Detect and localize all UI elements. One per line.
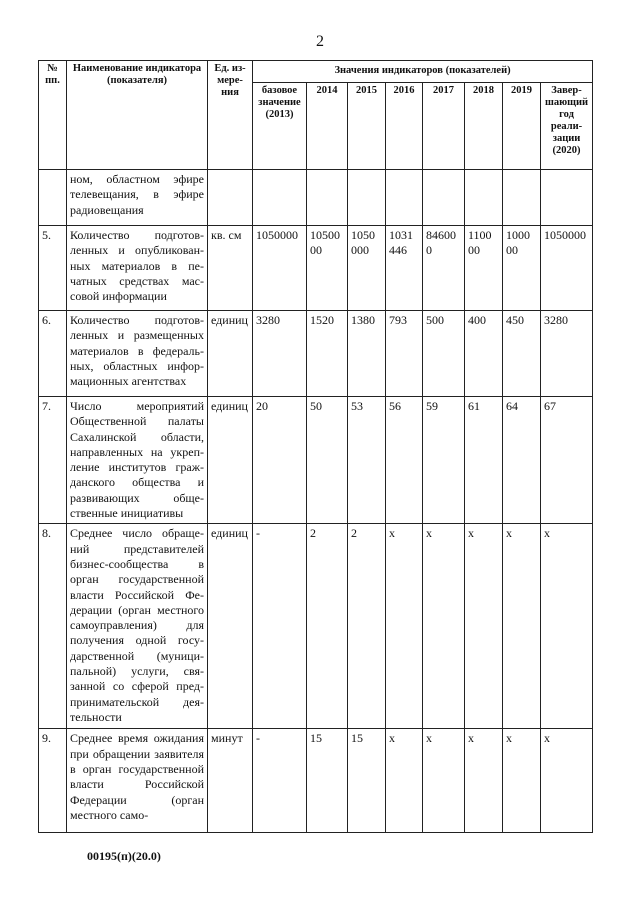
cell-2017: 59 [423,397,465,524]
header-2018: 2018 [465,83,503,170]
cell-2015: 15 [348,729,386,833]
page-number: 2 [316,33,324,50]
header-base: базовое значение (2013) [253,83,307,170]
cell-final: х [541,524,593,729]
header-values: Значения индикаторов (показателей) [253,61,593,83]
cell-2014 [307,170,348,226]
row-unit: минут [208,729,253,833]
header-2016: 2016 [386,83,423,170]
cell-2016: 1031 446 [386,226,423,311]
cell-final [541,170,593,226]
row-name: Число мероприятий Общественной палаты Сахалинской области, направленных на укрепление институтов гражданского общества и развивающих общественные инициативы [67,397,208,524]
table-row [39,729,593,833]
cell-final: х [541,729,593,833]
row-name: Среднее число обращений представителей бизнес-сообщества в орган государственной власти Российской Федерации (орган местного самоуправления) для получения одной государственной (муниципальной) услуги, связанной со сферой предпринимательской деятельности [67,524,208,729]
header-2014: 2014 [307,83,348,170]
cell-2016 [386,170,423,226]
cell-2014: 2 [307,524,348,729]
row-num: 7. [39,397,67,524]
row-unit: единиц [208,524,253,729]
header-row-1 [39,61,593,83]
cell-2015: 53 [348,397,386,524]
cell-2018: 400 [465,311,503,397]
cell-2017: 500 [423,311,465,397]
row-unit: единиц [208,311,253,397]
cell-2014: 1050000 [307,226,348,311]
cell-final: 1050000 [541,226,593,311]
indicators-table [38,60,593,833]
row-name: ном, областном эфире телевещания, в эфире радиовещания [67,170,208,226]
cell-2015: 1050 000 [348,226,386,311]
cell-2016: х [386,524,423,729]
cell-2015: 1380 [348,311,386,397]
row-num: 6. [39,311,67,397]
header-num: № пп. [39,61,67,170]
cell-2016: х [386,729,423,833]
cell-2018: х [465,729,503,833]
cell-final: 3280 [541,311,593,397]
table-row [39,524,593,729]
row-unit: единиц [208,397,253,524]
row-name: Среднее время ожидания при обращении заявителя в орган государственной власти Российской Федерации (орган местного само- [67,729,208,833]
header-unit: Ед. измерения [208,61,253,170]
header-2015: 2015 [348,83,386,170]
header-name: Наименование индикатора (показателя) [67,61,208,170]
header-final: Завершающий год реализации (2020) [541,83,593,170]
row-name: Количество подготовленных и размещенных материалов в федеральных, областных информационных агентствах [67,311,208,397]
cell-2019: х [503,524,541,729]
cell-2019: 1000 00 [503,226,541,311]
header-2019: 2019 [503,83,541,170]
table-row [39,397,593,524]
cell-base [253,170,307,226]
cell-2018: х [465,524,503,729]
cell-2018: 61 [465,397,503,524]
cell-base: 3280 [253,311,307,397]
cell-2018 [465,170,503,226]
cell-2017: 846000 [423,226,465,311]
cell-2018: 1100 00 [465,226,503,311]
cell-base: - [253,524,307,729]
cell-base: - [253,729,307,833]
cell-2017 [423,170,465,226]
cell-2014: 1520 [307,311,348,397]
cell-final: 67 [541,397,593,524]
cell-2019 [503,170,541,226]
footer-code: 00195(п)(20.0) [87,849,161,863]
cell-2015: 2 [348,524,386,729]
table-row [39,170,593,226]
row-name: Количество подготовленных и опубликованных материалов в печатных средствах массовой информации [67,226,208,311]
table-row [39,226,593,311]
cell-2014: 50 [307,397,348,524]
header-2017: 2017 [423,83,465,170]
cell-base: 20 [253,397,307,524]
cell-2019: х [503,729,541,833]
table-row [39,311,593,397]
row-num: 8. [39,524,67,729]
cell-2017: х [423,524,465,729]
cell-2016: 793 [386,311,423,397]
cell-base: 1050000 [253,226,307,311]
cell-2016: 56 [386,397,423,524]
row-num: 5. [39,226,67,311]
cell-2019: 64 [503,397,541,524]
row-unit [208,170,253,226]
cell-2019: 450 [503,311,541,397]
row-num [39,170,67,226]
cell-2014: 15 [307,729,348,833]
row-unit: кв. см [208,226,253,311]
cell-2017: х [423,729,465,833]
row-num: 9. [39,729,67,833]
cell-2015 [348,170,386,226]
